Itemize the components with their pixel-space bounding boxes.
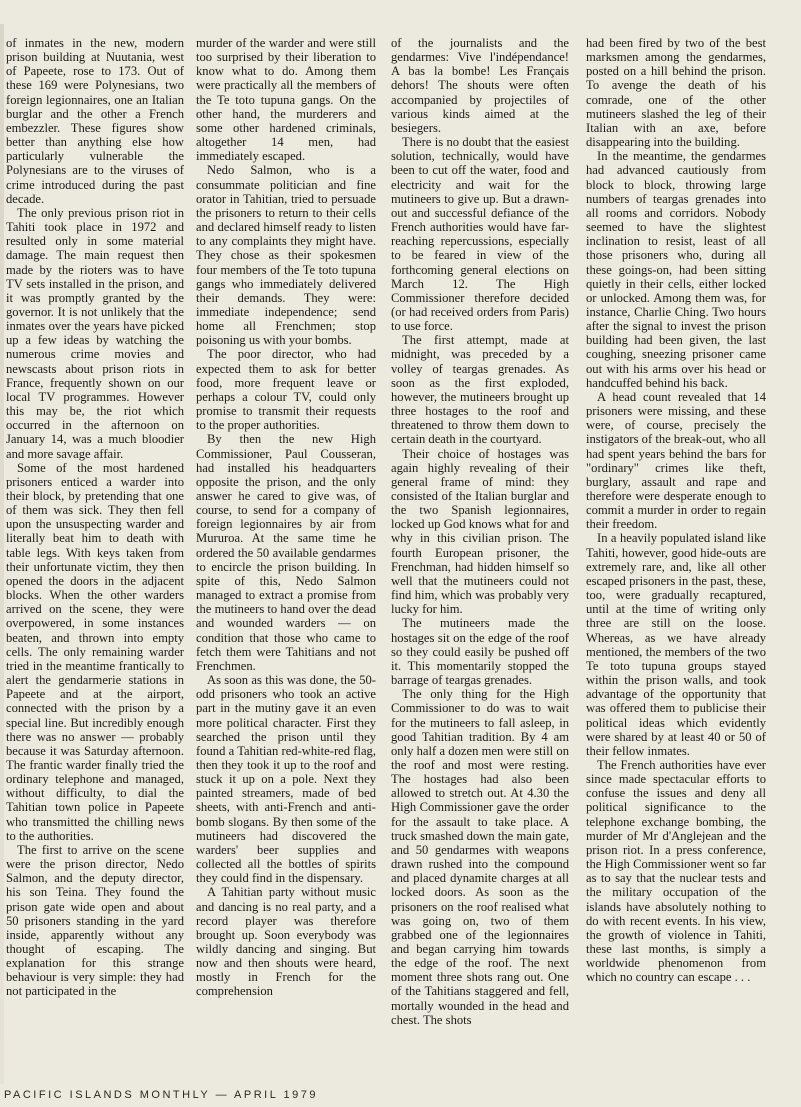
column-3 xyxy=(391,36,569,1081)
article-paragraph: The poor director, who had expected them to ask for better food, more frequent leave or perhaps a colour TV, could only promise to transmit their requests to the proper authorities. xyxy=(196,347,376,433)
article-paragraph: In a heavily populated island like Tahiti, however, good hide-outs are extremely rare, and, like all other escaped prisoners in the past, these, too, were gradually recaptured, until at the time of writing only three are still on the loose. Whereas, as we have already mentioned, the members of the two Te toto tupuna groups stayed within the prison walls, and took advantage of the opportunity that was offered them to publicise their political ideas which evidently were shared by at least 40 or 50 of their fellow inmates. xyxy=(586,531,766,758)
page-footer: PACIFIC ISLANDS MONTHLY — APRIL 1979 xyxy=(4,1089,318,1101)
article-paragraph: of inmates in the new, modern prison building at Nuutania, west of Papeete, rose to 173. Out of these 169 were Polynesians, two foreign legionnaires, one an Italian burglar and the other a French embezzler. These figures show better than anything else how particularly vulnerable the Polynesians are to the viruses of crime introduced during the past decade. xyxy=(6,36,184,206)
article-paragraph: of the journalists and the gendarmes: Vive l'indépendance! A bas la bombe! Les Français dehors! The shouts were often accompanied by projectiles of various kinds aimed at the besiegers. xyxy=(391,36,569,135)
article-paragraph: By then the new High Commissioner, Paul Cousseran, had installed his headquarters opposite the prison, and the only answer he cared to give was, of course, to send for a company of foreign legionnaires by air from Mururoa. At the same time he ordered the 50 available gendarmes to encircle the prison building. In spite of this, Nedo Salmon managed to extract a promise from the mutineers to hand over the dead and wounded warders — on condition that those who came to fetch them were Tahitians and not Frenchmen. xyxy=(196,432,376,673)
article-paragraph: There is no doubt that the easiest solution, technically, would have been to cut off the water, food and electricity and wait for the mutineers to give up. But a drawn-out and successful defiance of the French authorities would have far-reaching repercussions, especially to be feared in view of the forthcoming general elections on March 12. The High Commissioner therefore decided (or had received orders from Paris) to use force. xyxy=(391,135,569,334)
column-4 xyxy=(586,36,766,1081)
column-1 xyxy=(6,36,184,1081)
article-paragraph: In the meantime, the gendarmes had advanced cautiously from block to block, throwing large numbers of teargas grenades into all rooms and corridors. Nobody seemed to have the slightest inclination to resist, least of all those prisoners who, during all these goings-on, had been sitting quietly in their cells, either locked or unlocked. Among them was, for instance, Charlie Ching. Two hours after the signal to invest the prison building had been given, the last coughing, sneezing prisoner came out with his arms over his head or handcuffed behind his back. xyxy=(586,149,766,390)
article-paragraph: Some of the most hardened prisoners enticed a warder into their block, by pretending that one of them was sick. They then fell upon the unsuspecting warder and literally beat him to death with table legs. With keys taken from their unfortunate victim, they then opened the doors in the adjacent blocks. When the other warders arrived on the scene, they were overpowered, in some instances beaten, and thrown into empty cells. The only remaining warder tried in the meantime frantically to alert the gendarmerie stations in Papeete and at the airport, connected with the prison by a special line. But incredibly enough there was no answer — probably because it was Saturday afternoon. The frantic warder finally tried the ordinary telephone and managed, without difficulty, to dial the Tahitian town police in Papeete who transmitted the chilling news to the authorities. xyxy=(6,460,184,843)
article-paragraph: The only thing for the High Commissioner to do was to wait for the mutineers to fall asleep, in good Tahitian tradition. By 4 am only half a dozen men were still on the roof and most were resting. The hostages had also been allowed to stretch out. At 4.30 the High Commissioner gave the order for the assault to take place. A truck smashed down the main gate, and 50 gendarmes with weapons drawn rushed into the compound and placed dynamite charges at all locked doors. As soon as the prisoners on the roof realised what was going on, two of them grabbed one of the legionnaires and began carrying him towards the edge of the roof. The next moment three shots rang out. One of the Tahitians staggered and fell, mortally wounded in the head and chest. The shots xyxy=(391,687,569,1027)
page-edge xyxy=(0,24,4,1084)
article-paragraph: The only previous prison riot in Tahiti took place in 1972 and resulted only in some material damage. The main request then made by the rioters was to have TV sets installed in the prison, and it was promptly granted by the governor. It is not unlikely that the inmates over the years have picked up a few ideas by watching the numerous crime movies and newscasts about prison riots in France, frequently shown on our local TV programmes. However this may be, the riot which occurred in the afternoon on January 14, was a much bloodier and more savage affair. xyxy=(6,205,184,461)
article-paragraph: Nedo Salmon, who is a consummate politician and fine orator in Tahitian, tried to persuade the prisoners to return to their cells and declared himself ready to listen to any complaints they might have. They chose as their spokesmen four members of the Te toto tupuna gangs who immediately delivered their demands. They were: immediate independence; send home all Frenchmen; stop poisoning us with your bombs. xyxy=(196,163,376,348)
article-paragraph: Their choice of hostages was again highly revealing of their general frame of mind: they consisted of the Italian burglar and the two Spanish legionnaires, locked up God knows what for and why in this civilian prison. The fourth European prisoner, the Frenchman, had hidden himself so well that the mutineers could not find him, which was probably very lucky for him. xyxy=(391,446,569,617)
article-paragraph: The first attempt, made at midnight, was preceded by a volley of teargas grenades. As soon as the first exploded, however, the mutineers brought up three hostages to the roof and threatened to throw them down to certain death in the courtyard. xyxy=(391,333,569,447)
article-paragraph: The French authorities have ever since made spectacular efforts to confuse the issues and deny all political significance to the telephone exchange bombing, the murder of Mr d'Anglejean and the prison riot. In a press conference, the High Commissioner went so far as to say that the nuclear tests and the military occupation of the islands have absolutely nothing to do with recent events. In his view, the growth of violence in Tahiti, these last months, is simply a worldwide phenomenon from which no country can escape . . . xyxy=(586,757,766,985)
article-paragraph: As soon as this was done, the 50-odd prisoners who took an active part in the mutiny gave it an even more political character. First they searched the prison until they found a Tahitian red-white-red flag, then they took it up to the roof and stuck it up on a pole. Next they painted streamers, made of bed sheets, with anti-French and anti-bomb slogans. By then some of the mutineers had discovered the warders' beer supplies and collected all the bottles of spirits they could find in the dispensary. xyxy=(196,673,376,886)
article-paragraph: had been fired by two of the best marksmen among the gendarmes, posted on a hill behind the prison. To avenge the death of his comrade, one of the other mutineers slashed the leg of their Italian with an axe, before disappearing into the building. xyxy=(586,36,766,150)
article-paragraph: The mutineers made the hostages sit on the edge of the roof so they could easily be pushed off it. This momentarily stopped the barrage of teargas grenades. xyxy=(391,616,569,688)
article-paragraph: The first to arrive on the scene were the prison director, Nedo Salmon, and the deputy director, his son Teina. They found the prison gate wide open and about 50 prisoners standing in the yard inside, apparently without any thought of escaping. The explanation for this strange behaviour is very simple: they had not participated in the xyxy=(6,842,184,999)
article-paragraph: A Tahitian party without music and dancing is no real party, and a record player was therefore brought up. Soon everybody was wildly dancing and singing. But now and then shouts were heard, mostly in French for the comprehension xyxy=(196,885,376,999)
article-paragraph: murder of the warder and were still too surprised by their liberation to know what to do. Among them were practically all the members of the Te toto tupuna gangs. On the other hand, the murderers and some other hardened criminals, altogether 14 men, had immediately escaped. xyxy=(196,36,376,164)
article-paragraph: A head count revealed that 14 prisoners were missing, and these were, of course, precisely the instigators of the break-out, who all had spent years behind the bars for "ordinary" crimes like theft, burglary, assault and rape and therefore were desperate enough to commit a murder in order to regain their freedom. xyxy=(586,389,766,532)
column-2 xyxy=(196,36,376,1081)
